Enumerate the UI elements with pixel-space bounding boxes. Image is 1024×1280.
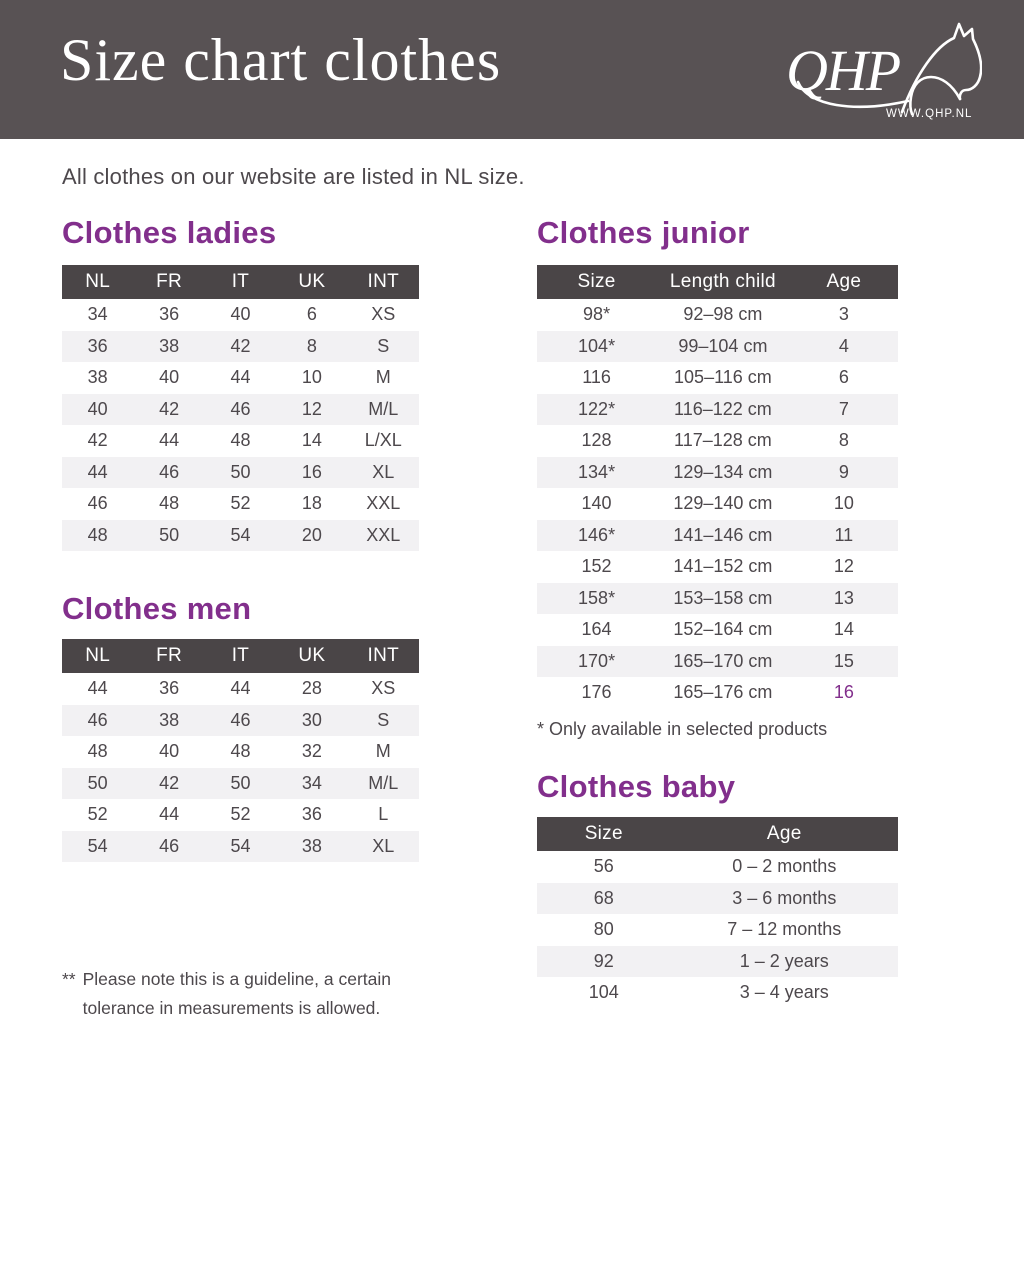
table-row	[62, 362, 419, 394]
cell: 28	[301, 678, 322, 699]
table-header-row	[537, 265, 898, 299]
column-header: UK	[276, 639, 347, 673]
cell: M/L	[348, 768, 419, 800]
column-header: INT	[348, 639, 419, 673]
cell: S	[348, 331, 419, 363]
cell: 116–122 cm	[656, 394, 790, 426]
cell: 16	[276, 457, 347, 489]
cell: 42	[133, 394, 204, 426]
cell: 80	[593, 919, 614, 940]
cell: 42	[87, 430, 108, 451]
cell: 52	[87, 804, 108, 825]
qhp-logo	[786, 20, 982, 124]
column-header: FR	[133, 265, 204, 299]
cell: 146*	[537, 520, 656, 552]
cell: 13	[790, 583, 898, 615]
table-row	[537, 914, 898, 946]
table-row	[537, 488, 898, 520]
cell: XXL	[348, 520, 419, 552]
cell: 32	[301, 741, 322, 762]
horse-head-icon	[902, 24, 981, 114]
cell: 4	[790, 331, 898, 363]
cell: 36	[62, 331, 133, 363]
heading-clothes-baby: Clothes baby	[537, 769, 736, 804]
cell: 3 – 4 years	[739, 982, 829, 1003]
table-row	[537, 362, 898, 394]
cell: XS	[371, 678, 396, 699]
cell: 38	[133, 705, 204, 737]
cell: 48	[230, 430, 251, 451]
table-row	[537, 977, 898, 1009]
column-header: UK	[276, 265, 347, 299]
heading-clothes-junior: Clothes junior	[537, 215, 750, 250]
junior-footnote: * Only available in selected products	[537, 719, 828, 739]
cell: 8	[276, 331, 347, 363]
cell: L	[378, 804, 389, 825]
cell: 6	[306, 304, 317, 325]
table-row	[537, 851, 898, 883]
cell: M	[375, 741, 391, 762]
table-row	[537, 583, 898, 615]
cell: 56	[593, 856, 614, 877]
cell: 54	[205, 520, 276, 552]
baby-size-table	[537, 817, 898, 1009]
cell: 105–116 cm	[674, 367, 772, 388]
table-row	[62, 520, 419, 552]
cell: 52	[230, 804, 251, 825]
cell: 40	[62, 394, 133, 426]
cell: 40	[159, 367, 180, 388]
cell: 36	[301, 804, 322, 825]
cell: XL	[348, 457, 419, 489]
cell: 44	[159, 430, 180, 451]
column-header: INT	[348, 265, 419, 299]
column-header: NL	[62, 265, 133, 299]
cell: 44	[230, 678, 251, 699]
column-header: IT	[205, 639, 276, 673]
cell: 104	[588, 982, 619, 1003]
cell: 15	[790, 646, 898, 678]
table-header-row	[537, 817, 898, 851]
cell: 176	[581, 682, 612, 703]
column-header: Age	[790, 265, 898, 299]
cell: 104*	[537, 331, 656, 363]
cell: M	[375, 367, 391, 388]
column-header: Size	[537, 817, 671, 851]
cell: 153–158 cm	[656, 583, 790, 615]
cell: 0 – 2 months	[732, 856, 837, 877]
table-header-row	[62, 265, 419, 299]
cell: 140	[581, 493, 612, 514]
cell: 50	[133, 520, 204, 552]
men-size-table	[62, 639, 419, 862]
cell: 164	[581, 619, 612, 640]
cell: 30	[276, 705, 347, 737]
cell: 34	[276, 768, 347, 800]
qhp-website-label: WWW.QHP.NL	[886, 108, 973, 120]
cell: 8	[838, 430, 849, 451]
cell: XL	[348, 831, 419, 863]
column-header: NL	[62, 639, 133, 673]
table-row	[537, 551, 898, 583]
cell: 6	[838, 367, 849, 388]
qhp-logo-text: QHP	[786, 38, 900, 103]
heading-clothes-ladies: Clothes ladies	[62, 215, 277, 250]
cell: 92	[537, 946, 671, 978]
column-header: Length child	[656, 265, 790, 299]
table-row	[537, 394, 898, 426]
cell: 165–170 cm	[656, 646, 790, 678]
cell: 128	[581, 430, 612, 451]
cell: 170*	[537, 646, 656, 678]
cell: 44	[62, 457, 133, 489]
cell: 14	[301, 430, 322, 451]
cell: M/L	[348, 394, 419, 426]
cell: 12	[276, 394, 347, 426]
cell: 158*	[537, 583, 656, 615]
cell: 10	[833, 493, 854, 514]
cell: 38	[133, 331, 204, 363]
cell: 134*	[537, 457, 656, 489]
table-row	[62, 299, 419, 331]
footnote-line1: Please note this is a guideline, a certain	[82, 969, 392, 989]
footnote-marker: **	[62, 969, 76, 989]
table-row	[537, 614, 898, 646]
cell: 3 – 6 months	[671, 883, 898, 915]
cell: 48	[87, 741, 108, 762]
cell: 54	[205, 831, 276, 863]
cell: 3	[838, 304, 849, 325]
cell: 50	[205, 457, 276, 489]
table-row	[62, 425, 419, 457]
cell: 141–146 cm	[656, 520, 790, 552]
cell: XXL	[366, 493, 401, 514]
cell: 7	[790, 394, 898, 426]
cell: 40	[159, 741, 180, 762]
cell: 99–104 cm	[656, 331, 790, 363]
cell: 1 – 2 years	[671, 946, 898, 978]
cell: 48	[62, 520, 133, 552]
table-row	[62, 799, 419, 831]
cell: 48	[159, 493, 180, 514]
table-row	[537, 946, 898, 978]
cell: 152	[581, 556, 612, 577]
column-header: Age	[671, 817, 898, 851]
cell: 11	[790, 520, 898, 552]
table-row	[537, 457, 898, 489]
table-row	[537, 520, 898, 552]
cell: 68	[537, 883, 671, 915]
cell: 117–128 cm	[674, 430, 772, 451]
column-header: IT	[205, 265, 276, 299]
header-band	[0, 0, 1024, 139]
cell: 9	[790, 457, 898, 489]
cell: 50	[205, 768, 276, 800]
cell: 16	[833, 682, 854, 703]
table-row	[62, 488, 419, 520]
cell: 46	[133, 457, 204, 489]
cell: 129–140 cm	[673, 493, 773, 514]
cell: 46	[87, 493, 108, 514]
column-header: FR	[133, 639, 204, 673]
cell: 92–98 cm	[683, 304, 763, 325]
table-row	[62, 673, 419, 705]
cell: 42	[133, 768, 204, 800]
cell: 44	[87, 678, 108, 699]
table-row	[62, 831, 419, 863]
heading-clothes-men: Clothes men	[62, 591, 252, 626]
column-header: Size	[537, 265, 656, 299]
cell: 122*	[537, 394, 656, 426]
cell: 38	[87, 367, 108, 388]
cell: 165–176 cm	[673, 682, 773, 703]
footnote-text	[83, 965, 391, 1023]
intro-text: All clothes on our website are listed in NL size.	[62, 164, 525, 189]
cell: 36	[159, 678, 180, 699]
table-row	[537, 331, 898, 363]
cell: 46	[62, 705, 133, 737]
cell: 12	[833, 556, 854, 577]
cell: 40	[230, 304, 251, 325]
table-row	[537, 677, 898, 709]
cell: 46	[133, 831, 204, 863]
cell: 52	[230, 493, 251, 514]
cell: XS	[371, 304, 396, 325]
cell: 46	[205, 705, 276, 737]
cell: S	[348, 705, 419, 737]
cell: 36	[159, 304, 180, 325]
cell: 14	[833, 619, 854, 640]
cell: L/XL	[364, 430, 402, 451]
cell: 34	[87, 304, 108, 325]
table-row	[62, 705, 419, 737]
cell: 116	[582, 367, 611, 388]
cell: 20	[276, 520, 347, 552]
cell: 7 – 12 months	[727, 919, 842, 940]
ladies-size-table	[62, 265, 419, 551]
footnote-line2: tolerance in measurements is allowed.	[82, 998, 381, 1018]
cell: 44	[159, 804, 180, 825]
table-row	[62, 736, 419, 768]
table-row	[62, 331, 419, 363]
table-row	[62, 394, 419, 426]
cell: 50	[62, 768, 133, 800]
cell: 10	[301, 367, 322, 388]
cell: 152–164 cm	[673, 619, 773, 640]
table-row	[62, 768, 419, 800]
junior-size-table	[537, 265, 898, 709]
cell: 129–134 cm	[656, 457, 790, 489]
table-row	[537, 425, 898, 457]
table-row	[537, 299, 898, 331]
cell: 141–152 cm	[673, 556, 773, 577]
page-title: Size chart clothes	[60, 27, 502, 93]
cell: 38	[276, 831, 347, 863]
table-header-row	[62, 639, 419, 673]
table-row	[537, 883, 898, 915]
cell: 54	[62, 831, 133, 863]
cell: 98*	[583, 304, 611, 325]
guideline-footnote	[62, 965, 442, 1023]
table-row	[62, 457, 419, 489]
cell: 44	[230, 367, 251, 388]
cell: 46	[205, 394, 276, 426]
cell: 18	[301, 493, 322, 514]
cell: 42	[205, 331, 276, 363]
table-row	[537, 646, 898, 678]
cell: 48	[230, 741, 251, 762]
